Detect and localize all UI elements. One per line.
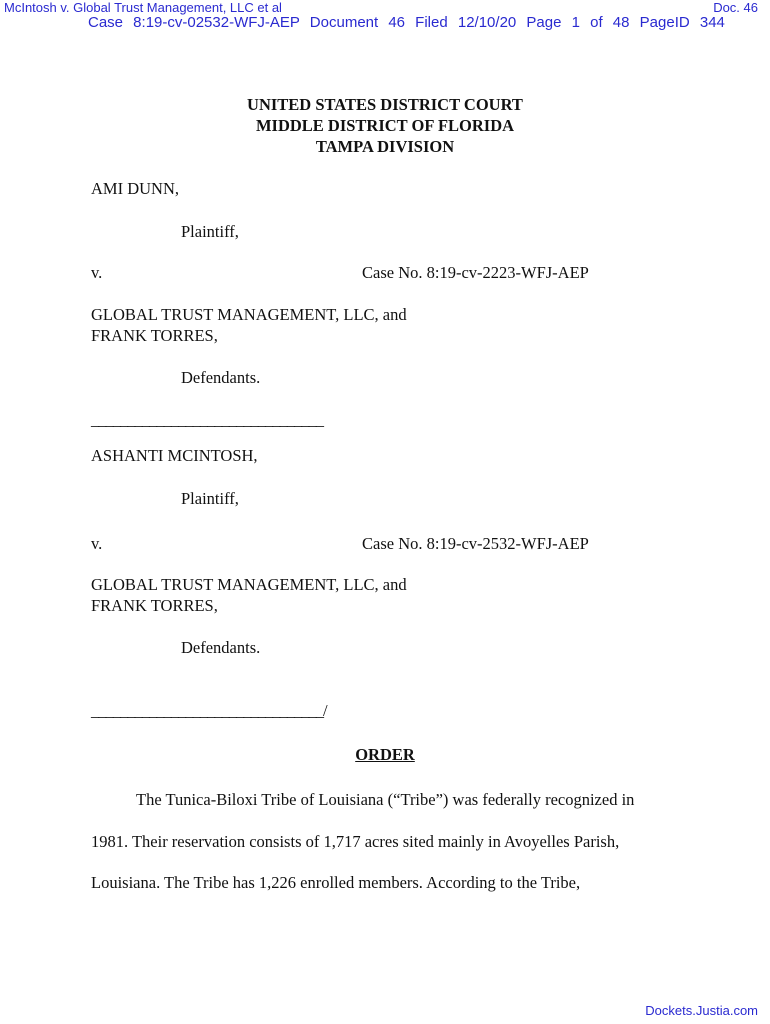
order-text-line2: 1981. Their reservation consists of 1,717 acres sited mainly in Avoyelles Parish,: [91, 832, 620, 851]
case2-plaintiff-role: Plaintiff,: [181, 489, 239, 508]
case1-versus: v.: [91, 263, 103, 282]
order-text-line1: The Tunica-Biloxi Tribe of Louisiana (“Tribe”) was federally recognized in: [136, 790, 635, 809]
case1-defendants-role: Defendants.: [181, 368, 261, 387]
case2-defendants-line1: GLOBAL TRUST MANAGEMENT, LLC, and: [91, 575, 407, 594]
case1-plaintiff-name: AMI DUNN,: [91, 179, 179, 198]
case1-case-number: Case No. 8:19-cv-2223-WFJ-AEP: [362, 263, 589, 282]
case1-defendants-line2: FRANK TORRES,: [91, 326, 218, 345]
case2-defendants-line2: FRANK TORRES,: [91, 596, 218, 615]
docket-title-link[interactable]: McIntosh v. Global Trust Management, LLC et al: [4, 0, 282, 15]
court-name: UNITED STATES DISTRICT COURT: [247, 95, 523, 114]
case1-defendants-line1: GLOBAL TRUST MANAGEMENT, LLC, and: [91, 305, 407, 324]
order-heading: ORDER: [355, 745, 415, 764]
caption-end-rule: ________________________________/: [91, 701, 327, 720]
doc-number-link[interactable]: Doc. 46: [713, 0, 758, 15]
case2-plaintiff-name: ASHANTI MCINTOSH,: [91, 446, 258, 465]
case2-versus: v.: [91, 534, 103, 553]
case1-plaintiff-role: Plaintiff,: [181, 222, 239, 241]
court-division: TAMPA DIVISION: [315, 137, 455, 156]
case2-case-number: Case No. 8:19-cv-2532-WFJ-AEP: [362, 534, 589, 553]
filing-stamp: Case 8:19-cv-02532-WFJ-AEP Document 46 Filed 12/10/20 Page 1 of 48 PageID 344: [88, 14, 725, 31]
order-text-line3: Louisiana. The Tribe has 1,226 enrolled members. According to the Tribe,: [91, 873, 581, 892]
court-caption: [0, 94, 770, 157]
justia-footer-link[interactable]: Dockets.Justia.com: [645, 1003, 758, 1018]
case2-defendants-role: Defendants.: [181, 638, 261, 657]
court-district: MIDDLE DISTRICT OF FLORIDA: [255, 116, 515, 135]
case-separator-rule: ________________________________: [91, 410, 323, 429]
